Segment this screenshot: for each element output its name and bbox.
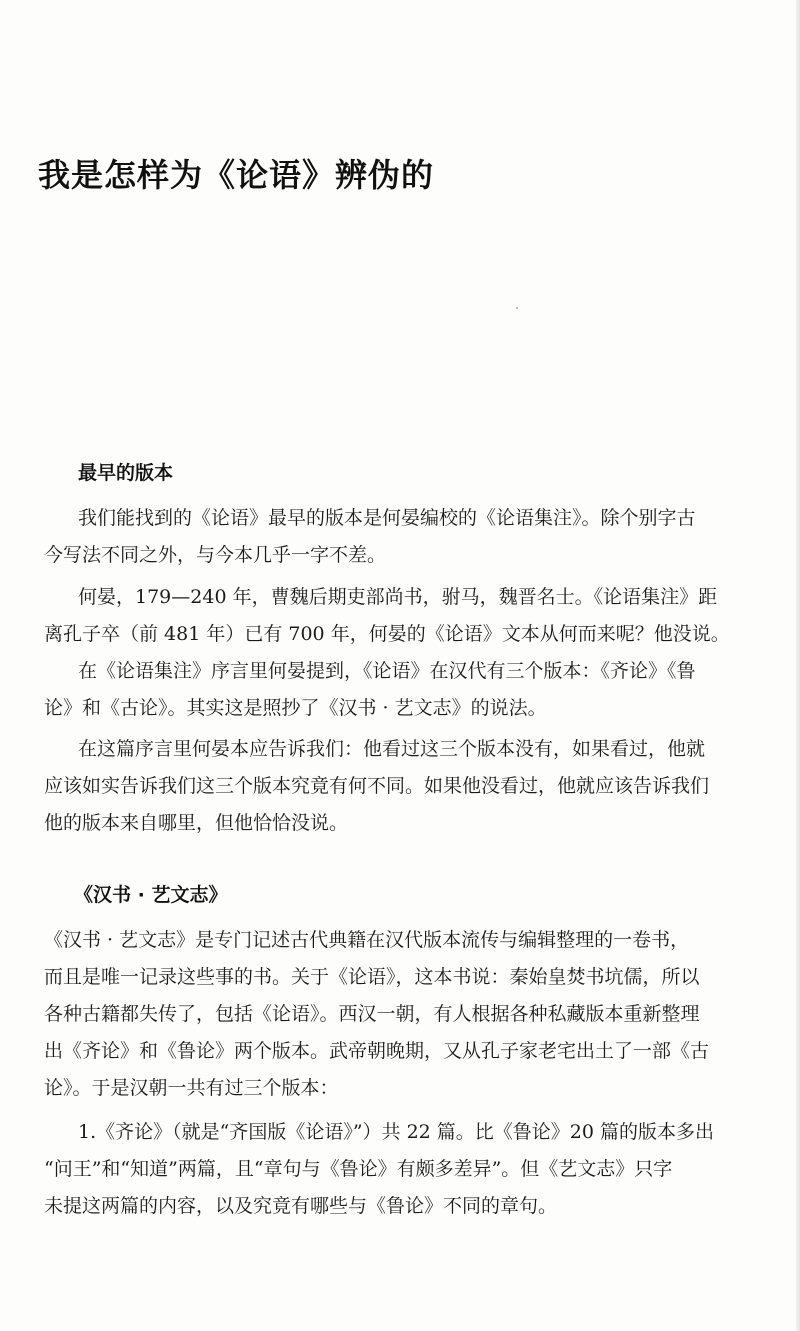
paper-speck — [516, 307, 518, 309]
paragraph-line: 何晏，179—240 年，曹魏后期吏部尚书，驸马，魏晋名士。《论语集注》距 — [78, 586, 718, 608]
paragraph-line: 论》。于是汉朝一共有过三个版本： — [44, 1077, 339, 1099]
paragraph-line: 而且是唯一记录这些事的书。关于《论语》，这本书说：秦始皇焚书坑儒，所以 — [44, 966, 700, 988]
chapter-title: 我是怎样为《论语》辨伪的 — [38, 156, 435, 194]
paragraph-line: “问王”和“知道”两篇，且“章句与《鲁论》有颇多差异”。但《艺文志》只字 — [44, 1158, 673, 1180]
paragraph-line: 各种古籍都失传了，包括《论语》。西汉一朝，有人根据各种私藏版本重新整理 — [44, 1003, 700, 1025]
paragraph-line: 1.《齐论》（就是“齐国版《论语》”）共 22 篇。比《鲁论》20 篇的版本多出 — [78, 1121, 715, 1143]
paragraph-line: 今写法不同之外，与今本几乎一字不差。 — [44, 544, 387, 566]
page-edge — [796, 0, 800, 1331]
paragraph-line: 在这篇序言里何晏本应告诉我们：他看过这三个版本没有，如果看过，他就 — [78, 738, 706, 760]
paragraph-line: 未提这两篇的内容，以及究竟有哪些与《鲁论》不同的章句。 — [44, 1195, 558, 1217]
paragraph-line: 出《齐论》和《鲁论》两个版本。武帝朝晚期，又从孔子家老宅出土了一部《古 — [44, 1040, 710, 1062]
paragraph-line: 应该如实告诉我们这三个版本究竟有何不同。如果他没看过，他就应该告诉我们 — [44, 775, 710, 797]
paragraph-line: 他的版本来自哪里，但他恰恰没说。 — [44, 812, 349, 834]
section-heading-earliest-version: 最早的版本 — [78, 462, 174, 484]
paragraph-line: 我们能找到的《论语》最早的版本是何晏编校的《论语集注》。除个别字古 — [78, 507, 696, 529]
paragraph-line: 离孔子卒（前 481 年）已有 700 年，何晏的《论语》文本从何而来呢？他没说。 — [44, 623, 730, 645]
paragraph-line: 《汉书 · 艺文志》是专门记述古代典籍在汉代版本流传与编辑整理的一卷书， — [44, 929, 690, 951]
paragraph-line: 论》和《古论》。其实这是照抄了《汉书 · 艺文志》的说法。 — [44, 697, 547, 719]
section-heading-hanshu-yiwenzhi: 《汉书 · 艺文志》 — [74, 884, 228, 906]
paragraph-line: 在《论语集注》序言里何晏提到，《论语》在汉代有三个版本：《齐论》《鲁 — [78, 660, 696, 682]
